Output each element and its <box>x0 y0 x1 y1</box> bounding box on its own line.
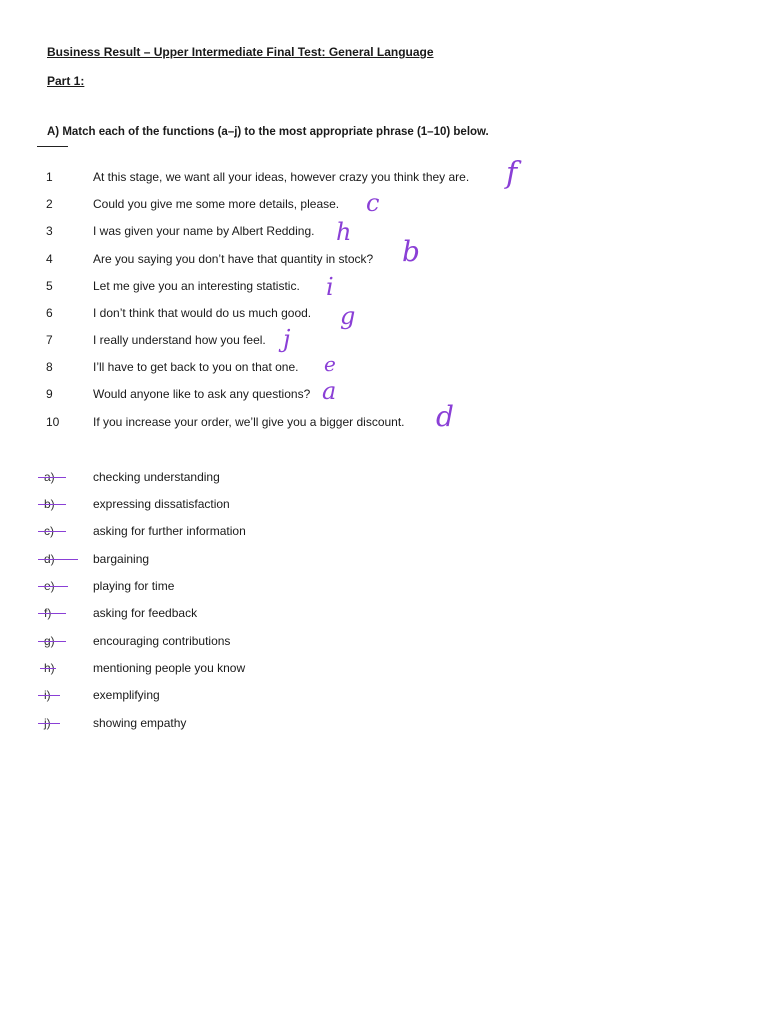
function-row <box>0 686 400 704</box>
handwritten-answer: h <box>336 218 352 246</box>
function-text: asking for further information <box>93 524 246 538</box>
phrase-number: 9 <box>46 387 53 401</box>
handwritten-answer: a <box>322 377 337 405</box>
document-title: Business Result – Upper Intermediate Final Test: General Language <box>47 45 434 59</box>
function-row <box>0 577 400 595</box>
phrase-number: 6 <box>46 306 53 320</box>
phrase-row <box>0 273 520 301</box>
function-text: playing for time <box>93 579 175 593</box>
function-letter: b) <box>44 497 55 511</box>
phrase-number: 10 <box>46 415 60 429</box>
function-text: checking understanding <box>93 470 220 484</box>
phrase-row <box>0 400 520 433</box>
phrase-text: Are you saying you don’t have that quantity in stock? <box>93 252 374 266</box>
phrase-row <box>0 189 520 217</box>
function-letter: a) <box>44 470 55 484</box>
strike-mark <box>38 613 66 614</box>
phrase-row <box>0 352 520 376</box>
handwritten-answer: d <box>436 400 454 433</box>
phrase-text: I don’t think that would do us much good. <box>93 306 312 320</box>
function-text: asking for feedback <box>93 606 198 620</box>
strike-mark <box>40 668 56 669</box>
function-row <box>0 468 400 486</box>
function-letter: e) <box>44 579 55 593</box>
phrase-text: Would anyone like to ask any questions? <box>93 387 311 401</box>
phrase-number: 2 <box>46 197 53 211</box>
function-letter: d) <box>44 552 55 566</box>
phrase-text: If you increase your order, we’ll give you a bigger discount. <box>93 415 405 429</box>
function-row <box>0 495 400 513</box>
phrase-text: I was given your name by Albert Redding. <box>93 224 315 238</box>
phrase-number: 8 <box>46 360 53 374</box>
function-letter: h) <box>44 661 55 675</box>
phrase-text: I really understand how you feel. <box>93 333 266 347</box>
function-row <box>0 714 400 732</box>
handwritten-answer: i <box>326 273 334 301</box>
phrase-number: 4 <box>46 252 53 266</box>
function-row <box>0 604 400 622</box>
phrase-number: 3 <box>46 224 53 238</box>
strike-mark <box>38 695 60 696</box>
function-text: expressing dissatisfaction <box>93 497 230 511</box>
function-row <box>0 659 400 677</box>
phrase-number: 1 <box>46 170 53 184</box>
handwritten-answer: f <box>506 156 518 191</box>
margin-rule <box>37 146 68 147</box>
handwritten-answer: j <box>283 325 291 353</box>
phrase-row <box>0 302 520 330</box>
function-letter: j) <box>44 716 51 730</box>
handwritten-answer: b <box>402 235 420 268</box>
function-text: encouraging contributions <box>93 634 231 648</box>
phrase-row <box>0 156 520 191</box>
strike-mark <box>38 531 66 532</box>
function-row <box>0 632 400 650</box>
handwritten-answer: e <box>324 352 336 376</box>
function-letter: c) <box>44 524 54 538</box>
strike-mark <box>38 559 78 560</box>
part-heading: Part 1: <box>47 74 85 88</box>
function-row <box>0 522 400 540</box>
function-text: mentioning people you know <box>93 661 246 675</box>
function-letter: g) <box>44 634 55 648</box>
function-text: showing empathy <box>93 716 187 730</box>
strike-mark <box>38 504 66 505</box>
strike-mark <box>38 641 66 642</box>
function-letter: i) <box>44 688 51 702</box>
function-row <box>0 550 400 568</box>
phrase-text: At this stage, we want all your ideas, however crazy you think they are. <box>93 170 470 184</box>
phrase-row <box>0 218 520 246</box>
function-text: bargaining <box>93 552 150 566</box>
function-letter: f) <box>44 606 52 620</box>
phrase-text: Could you give me some more details, please. <box>93 197 340 211</box>
strike-mark <box>38 477 66 478</box>
phrase-number: 7 <box>46 333 53 347</box>
phrase-number: 5 <box>46 279 53 293</box>
phrase-row <box>0 325 520 353</box>
function-text: exemplifying <box>93 688 160 702</box>
strike-mark <box>38 586 68 587</box>
phrase-row <box>0 235 520 268</box>
handwritten-answer: c <box>366 189 380 217</box>
handwritten-answer: g <box>340 302 356 330</box>
phrase-text: Let me give you an interesting statistic. <box>93 279 300 293</box>
phrase-text: I’ll have to get back to you on that one. <box>93 360 299 374</box>
strike-mark <box>38 723 60 724</box>
instruction-text: A) Match each of the functions (a–j) to the most appropriate phrase (1–10) below. <box>47 126 489 138</box>
